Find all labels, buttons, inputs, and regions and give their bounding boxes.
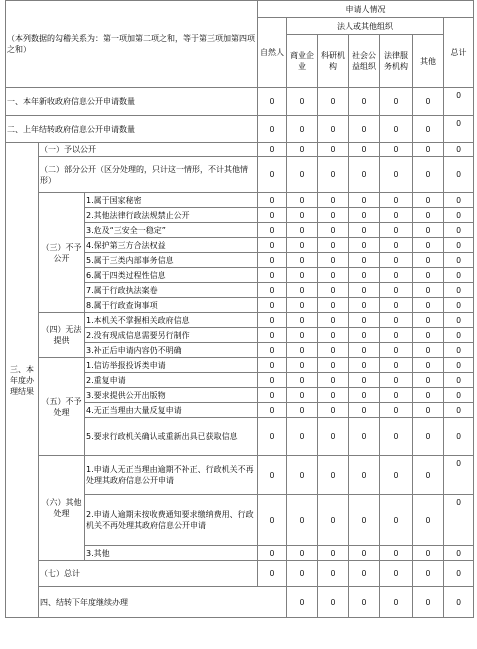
row-label: 四、结转下年度继续办理 <box>39 587 287 618</box>
cell: 0 <box>287 495 318 546</box>
cell: 0 <box>380 403 413 418</box>
cell: 0 <box>349 561 380 587</box>
cell: 0 <box>287 88 318 116</box>
cell: 0 <box>318 298 349 313</box>
cell: 0 <box>349 546 380 561</box>
cell: 0 <box>349 238 380 253</box>
cell: 0 <box>380 157 413 193</box>
cell: 0 <box>349 343 380 358</box>
cell: 0 <box>349 495 380 546</box>
cell: 0 <box>318 587 349 618</box>
cell: 0 <box>413 328 444 343</box>
row-label: 4.保护第三方合法权益 <box>85 238 258 253</box>
cell: 0 <box>413 283 444 298</box>
cell: 0 <box>413 88 444 116</box>
row-label: 3.要求提供公开出版物 <box>85 388 258 403</box>
cell: 0 <box>413 238 444 253</box>
row-label: 2.申请人逾期未按收费通知要求缴纳费用、行政机关不再处理其政府信息公开申请 <box>85 495 258 546</box>
cell: 0 <box>349 208 380 223</box>
cell: 0 <box>413 157 444 193</box>
table-row <box>6 116 474 143</box>
cell: 0 <box>380 328 413 343</box>
row-label: 1.申请人无正当理由逾期不补正、行政机关不再处理其政府信息公开申请 <box>85 456 258 495</box>
cell: 0 <box>444 116 474 143</box>
group-label: （三）不予公开 <box>39 193 85 313</box>
row-label: 5.要求行政机关确认或重新出具已获取信息 <box>85 418 258 456</box>
cell: 0 <box>413 313 444 328</box>
cell: 0 <box>318 238 349 253</box>
row-label: 2.其他法律行政法规禁止公开 <box>85 208 258 223</box>
table-row <box>6 88 474 116</box>
cell: 0 <box>413 116 444 143</box>
cell: 0 <box>258 403 287 418</box>
cell: 0 <box>444 373 474 388</box>
cell: 0 <box>287 253 318 268</box>
table-row <box>6 313 474 328</box>
cell: 0 <box>444 193 474 208</box>
cell: 0 <box>413 223 444 238</box>
cell: 0 <box>380 116 413 143</box>
cell: 0 <box>287 208 318 223</box>
cell: 0 <box>444 223 474 238</box>
cell: 0 <box>318 268 349 283</box>
cell: 0 <box>380 561 413 587</box>
cell: 0 <box>318 283 349 298</box>
row-label: 5.属于三类内部事务信息 <box>85 253 258 268</box>
cell: 0 <box>287 223 318 238</box>
cell: 0 <box>287 116 318 143</box>
cell: 0 <box>380 268 413 283</box>
cell: 0 <box>444 495 474 546</box>
cell: 0 <box>318 157 349 193</box>
cell: 0 <box>287 193 318 208</box>
cell: 0 <box>444 208 474 223</box>
cell: 0 <box>318 456 349 495</box>
cell: 0 <box>349 456 380 495</box>
cell: 0 <box>318 403 349 418</box>
cell: 0 <box>349 116 380 143</box>
cell: 0 <box>380 143 413 157</box>
cell: 0 <box>349 403 380 418</box>
cell: 0 <box>413 253 444 268</box>
cell: 0 <box>413 208 444 223</box>
cell: 0 <box>258 495 287 546</box>
cell: 0 <box>444 268 474 283</box>
cell: 0 <box>380 238 413 253</box>
cell: 0 <box>258 388 287 403</box>
cell: 0 <box>444 403 474 418</box>
cell: 0 <box>380 418 413 456</box>
cell: 0 <box>444 328 474 343</box>
row-label: （二）部分公开（区分处理的，只计这一情形，不计其他情形） <box>39 157 258 193</box>
cell: 0 <box>380 495 413 546</box>
cell: 0 <box>380 193 413 208</box>
cell: 0 <box>318 561 349 587</box>
row-label: 3.补正后申请内容仍不明确 <box>85 343 258 358</box>
cell: 0 <box>349 283 380 298</box>
cell: 0 <box>413 418 444 456</box>
cell: 0 <box>258 238 287 253</box>
header-total: 总计 <box>444 18 474 88</box>
cell: 0 <box>318 193 349 208</box>
row-label: 6.属于四类过程性信息 <box>85 268 258 283</box>
cell: 0 <box>444 298 474 313</box>
cell: 0 <box>413 561 444 587</box>
row-label: 8.属于行政查询事项 <box>85 298 258 313</box>
section-3-label: 三、本年度办理结果 <box>6 143 39 618</box>
cell: 0 <box>258 283 287 298</box>
cell: 0 <box>413 546 444 561</box>
cell: 0 <box>380 88 413 116</box>
cell: 0 <box>444 587 474 618</box>
cell: 0 <box>287 283 318 298</box>
cell: 0 <box>380 313 413 328</box>
cell: 0 <box>444 88 474 116</box>
cell: 0 <box>258 208 287 223</box>
cell: 0 <box>444 456 474 495</box>
header-legal-persons: 法人或其他组织 <box>287 18 444 35</box>
cell: 0 <box>287 343 318 358</box>
cell: 0 <box>413 343 444 358</box>
header-applicant: 申请人情况 <box>258 1 474 18</box>
row-label: 1.属于国家秘密 <box>85 193 258 208</box>
cell: 0 <box>258 157 287 193</box>
row-label: 7.属于行政执法案卷 <box>85 283 258 298</box>
cell: 0 <box>287 373 318 388</box>
cell: 0 <box>349 313 380 328</box>
cell: 0 <box>413 388 444 403</box>
cell: 0 <box>287 561 318 587</box>
row-label: 一、本年新收政府信息公开申请数量 <box>6 88 258 116</box>
cell: 0 <box>258 193 287 208</box>
group-label: （四）无法提供 <box>39 313 85 358</box>
cell: 0 <box>444 546 474 561</box>
cell: 0 <box>380 373 413 388</box>
cell: 0 <box>349 88 380 116</box>
cell: 0 <box>444 561 474 587</box>
row-label: 4.无正当理由大量反复申请 <box>85 403 258 418</box>
cell: 0 <box>258 418 287 456</box>
cell: 0 <box>258 343 287 358</box>
cell: 0 <box>349 253 380 268</box>
table-row <box>6 587 474 618</box>
group-label: （六）其他处理 <box>39 456 85 561</box>
cell: 0 <box>318 495 349 546</box>
cell: 0 <box>287 313 318 328</box>
header-note: （本列数据的勾稽关系为：第一项加第二项之和，等于第三项加第四项之和） <box>6 1 258 88</box>
cell: 0 <box>380 283 413 298</box>
cell: 0 <box>287 238 318 253</box>
cell: 0 <box>287 388 318 403</box>
cell: 0 <box>444 283 474 298</box>
table-row <box>6 143 474 157</box>
cell: 0 <box>287 143 318 157</box>
row-label: 3.危及“三安全一稳定” <box>85 223 258 238</box>
cell: 0 <box>258 223 287 238</box>
cell: 0 <box>287 587 318 618</box>
cell: 0 <box>413 268 444 283</box>
cell: 0 <box>349 223 380 238</box>
header-social: 社会公益组织 <box>349 35 380 88</box>
cell: 0 <box>318 143 349 157</box>
cell: 0 <box>287 328 318 343</box>
cell: 0 <box>413 193 444 208</box>
cell: 0 <box>349 388 380 403</box>
row-label: 2.重复申请 <box>85 373 258 388</box>
cell: 0 <box>444 238 474 253</box>
cell: 0 <box>413 358 444 373</box>
cell: 0 <box>258 116 287 143</box>
cell: 0 <box>287 298 318 313</box>
table-row <box>6 193 474 208</box>
cell: 0 <box>258 561 287 587</box>
cell: 0 <box>318 343 349 358</box>
cell: 0 <box>258 373 287 388</box>
cell: 0 <box>413 403 444 418</box>
cell: 0 <box>258 143 287 157</box>
row-label: 1.本机关不掌握相关政府信息 <box>85 313 258 328</box>
cell: 0 <box>318 313 349 328</box>
cell: 0 <box>380 456 413 495</box>
cell: 0 <box>258 88 287 116</box>
cell: 0 <box>349 298 380 313</box>
cell: 0 <box>444 313 474 328</box>
cell: 0 <box>287 157 318 193</box>
cell: 0 <box>258 313 287 328</box>
cell: 0 <box>380 388 413 403</box>
cell: 0 <box>380 343 413 358</box>
cell: 0 <box>380 223 413 238</box>
cell: 0 <box>444 418 474 456</box>
row-label: （一）予以公开 <box>39 143 258 157</box>
cell: 0 <box>258 546 287 561</box>
cell: 0 <box>444 343 474 358</box>
table-row <box>6 358 474 373</box>
header-legal-service: 法律服务机构 <box>380 35 413 88</box>
header-research: 科研机构 <box>318 35 349 88</box>
cell: 0 <box>318 388 349 403</box>
cell: 0 <box>380 546 413 561</box>
group-label: （五）不予处理 <box>39 358 85 456</box>
cell: 0 <box>258 328 287 343</box>
cell: 0 <box>258 358 287 373</box>
cell: 0 <box>349 587 380 618</box>
cell: 0 <box>318 328 349 343</box>
cell: 0 <box>258 456 287 495</box>
cell: 0 <box>444 253 474 268</box>
cell: 0 <box>287 358 318 373</box>
cell: 0 <box>380 358 413 373</box>
cell: 0 <box>287 418 318 456</box>
cell: 0 <box>413 495 444 546</box>
cell: 0 <box>287 268 318 283</box>
cell: 0 <box>318 358 349 373</box>
cell: 0 <box>380 208 413 223</box>
cell: 0 <box>349 418 380 456</box>
gov-info-disclosure-table <box>5 0 474 618</box>
cell: 0 <box>413 587 444 618</box>
cell: 0 <box>380 298 413 313</box>
table-row <box>6 456 474 495</box>
cell: 0 <box>444 388 474 403</box>
cell: 0 <box>287 456 318 495</box>
cell: 0 <box>349 143 380 157</box>
cell: 0 <box>413 143 444 157</box>
cell: 0 <box>349 268 380 283</box>
row-label: 1.信访举报投诉类申请 <box>85 358 258 373</box>
row-label: （七）总计 <box>39 561 258 587</box>
header-other: 其他 <box>413 35 444 88</box>
row-label: 二、上年结转政府信息公开申请数量 <box>6 116 258 143</box>
cell: 0 <box>258 298 287 313</box>
cell: 0 <box>349 328 380 343</box>
cell: 0 <box>349 373 380 388</box>
cell: 0 <box>444 358 474 373</box>
cell: 0 <box>318 116 349 143</box>
cell: 0 <box>287 403 318 418</box>
row-label: 2.没有现成信息需要另行制作 <box>85 328 258 343</box>
row-label: 3.其他 <box>85 546 258 561</box>
cell: 0 <box>318 223 349 238</box>
cell: 0 <box>349 157 380 193</box>
cell: 0 <box>349 358 380 373</box>
cell: 0 <box>287 546 318 561</box>
cell: 0 <box>318 208 349 223</box>
table-row <box>6 561 474 587</box>
header-natural-person: 自然人 <box>258 18 287 88</box>
cell: 0 <box>380 253 413 268</box>
cell: 0 <box>349 193 380 208</box>
cell: 0 <box>413 373 444 388</box>
cell: 0 <box>318 418 349 456</box>
cell: 0 <box>258 268 287 283</box>
header-commercial: 商业企业 <box>287 35 318 88</box>
cell: 0 <box>380 587 413 618</box>
table-row <box>6 157 474 193</box>
cell: 0 <box>258 253 287 268</box>
cell: 0 <box>413 456 444 495</box>
cell: 0 <box>318 546 349 561</box>
cell: 0 <box>318 88 349 116</box>
cell: 0 <box>318 373 349 388</box>
cell: 0 <box>444 143 474 157</box>
cell: 0 <box>318 253 349 268</box>
cell: 0 <box>413 298 444 313</box>
cell: 0 <box>444 157 474 193</box>
